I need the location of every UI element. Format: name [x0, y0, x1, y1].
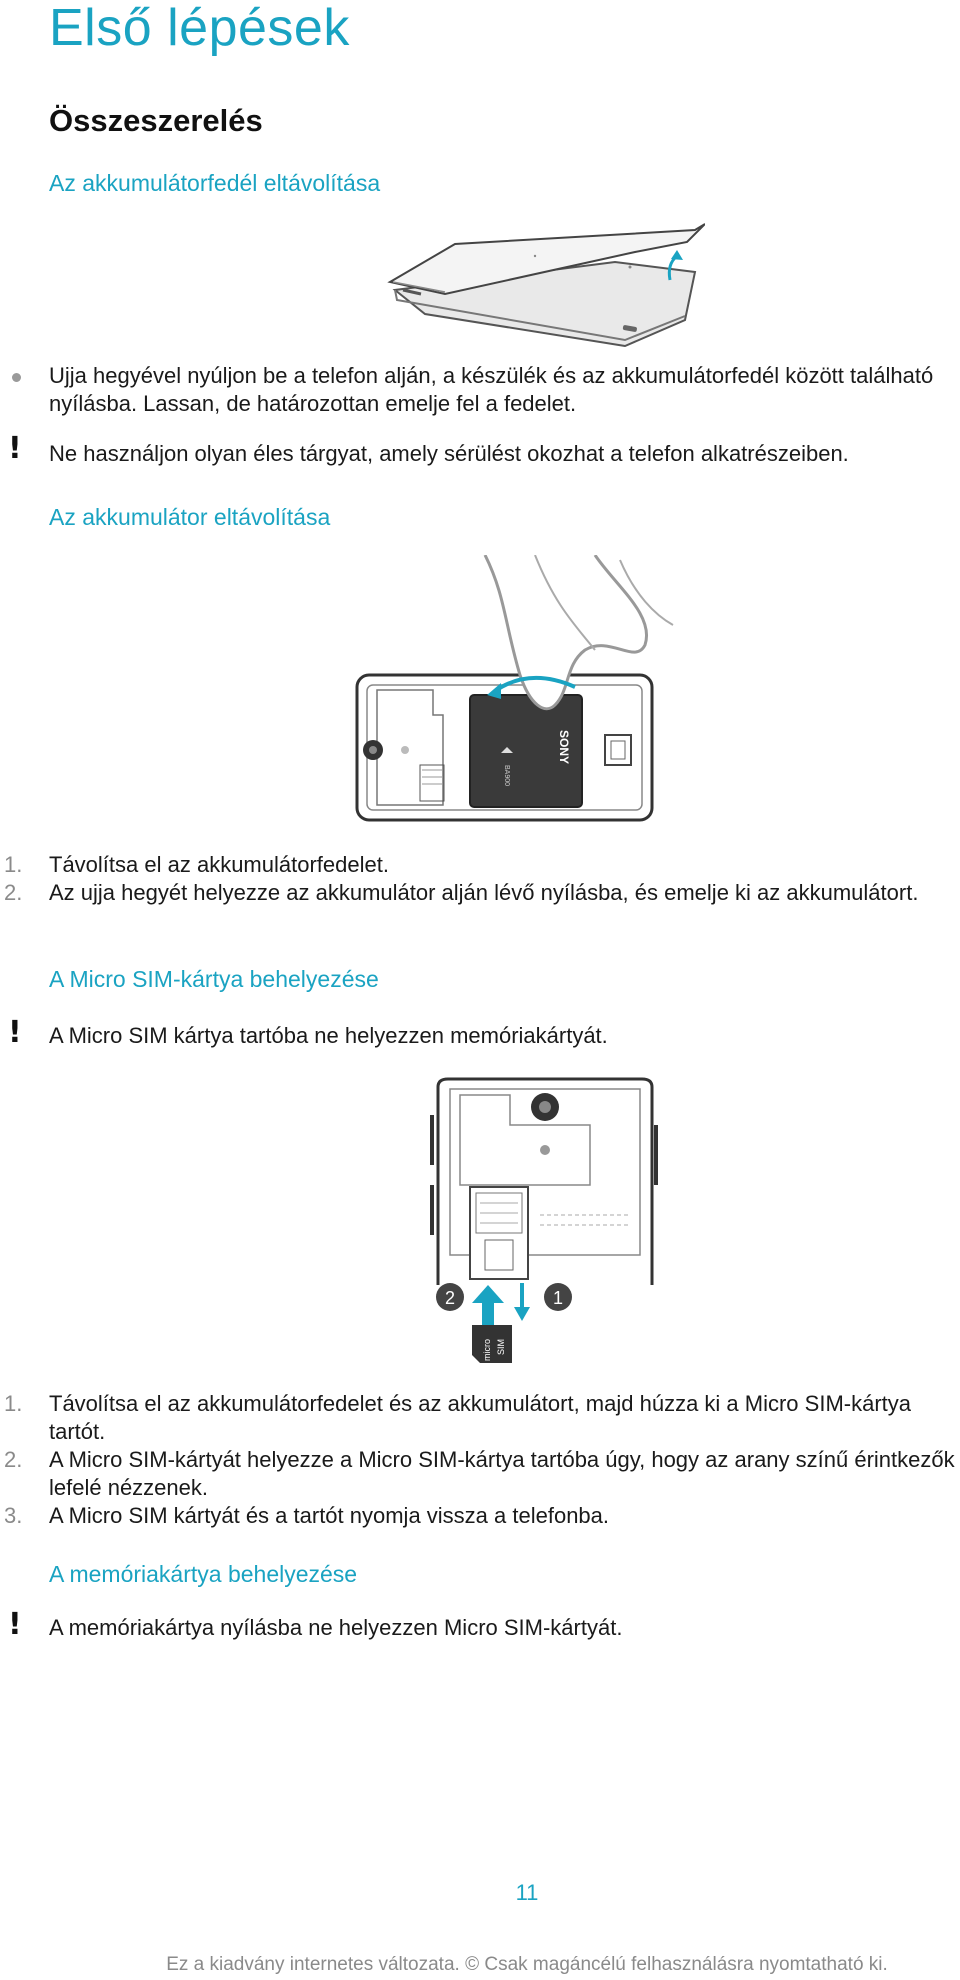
list-item [0, 1502, 960, 1530]
sim-insert-heading: A Micro SIM-kártya behelyezése [49, 966, 379, 992]
list-item [0, 1390, 960, 1446]
cover-removal-warning: Ne használjon olyan éles tárgyat, amely sérülést okozhat a telefon alkatrészeiben. [49, 441, 849, 466]
list-item [0, 879, 960, 907]
battery-removal-illustration [355, 555, 675, 825]
step-number: 2. [4, 880, 23, 905]
cover-removal-illustration [385, 222, 705, 347]
step-number: 1. [4, 1391, 23, 1416]
step-text: Távolítsa el az akkumulátorfedelet. [49, 852, 389, 877]
step-number: 3. [4, 1503, 23, 1528]
battery-model: BA900 [503, 765, 510, 787]
page-title: Első lépések [49, 0, 350, 57]
sim-insert-warning: A Micro SIM kártya tartóba ne helyezzen memóriakártyát. [49, 1023, 608, 1048]
step-number: 1. [4, 852, 23, 877]
sim-insert-illustration [430, 1075, 670, 1365]
sim-insert-steps [0, 1390, 960, 1530]
battery-removal-steps [0, 851, 960, 907]
warning-icon: ! [8, 1015, 22, 1050]
memory-card-heading: A memóriakártya behelyezése [49, 1561, 358, 1587]
list-item [0, 1446, 960, 1502]
list-item [0, 851, 960, 879]
battery-removal-heading: Az akkumulátor eltávolítása [49, 504, 331, 530]
step-text: Az ujja hegyét helyezze az akkumulátor alján lévő nyílásba, és emelje ki az akkumulátort. [49, 880, 919, 905]
warning-icon: ! [8, 431, 22, 466]
step-text: A Micro SIM-kártyát helyezze a Micro SIM-kártya tartóba úgy, hogy az arany színű érintkezők lefelé nézzenek. [49, 1447, 955, 1500]
footer-note: Ez a kiadvány internetes változata. © Csak magáncélú felhasználásra nyomtatható ki. [166, 1954, 888, 1975]
step-text: Távolítsa el az akkumulátorfedelet és az akkumulátort, majd húzza ki a Micro SIM-kártya tartót. [49, 1391, 912, 1444]
warning-icon: ! [8, 1607, 22, 1642]
section-heading: Összeszerelés [49, 103, 263, 138]
battery-brand: SONY [557, 730, 571, 765]
cover-removal-instruction: Ujja hegyével nyúljon be a telefon alján, a készülék és az akkumulátorfedél között található nyílásba. Lassan, de határozottan emelje fel a fedelet. [49, 363, 934, 416]
step-text: A Micro SIM kártyát és a tartót nyomja vissza a telefonba. [49, 1503, 610, 1528]
callout-2: 2 [444, 1288, 456, 1308]
cover-removal-heading: Az akkumulátorfedél eltávolítása [49, 170, 381, 196]
bullet-dot [12, 373, 21, 382]
page-number: 11 [515, 1880, 539, 1905]
callout-1: 1 [552, 1288, 564, 1308]
sim-card-label-micro: micro [482, 1339, 492, 1361]
memory-card-warning: A memóriakártya nyílásba ne helyezzen Micro SIM-kártyát. [49, 1615, 623, 1640]
sim-card-label-sim: SIM [496, 1338, 506, 1355]
step-number: 2. [4, 1447, 23, 1472]
